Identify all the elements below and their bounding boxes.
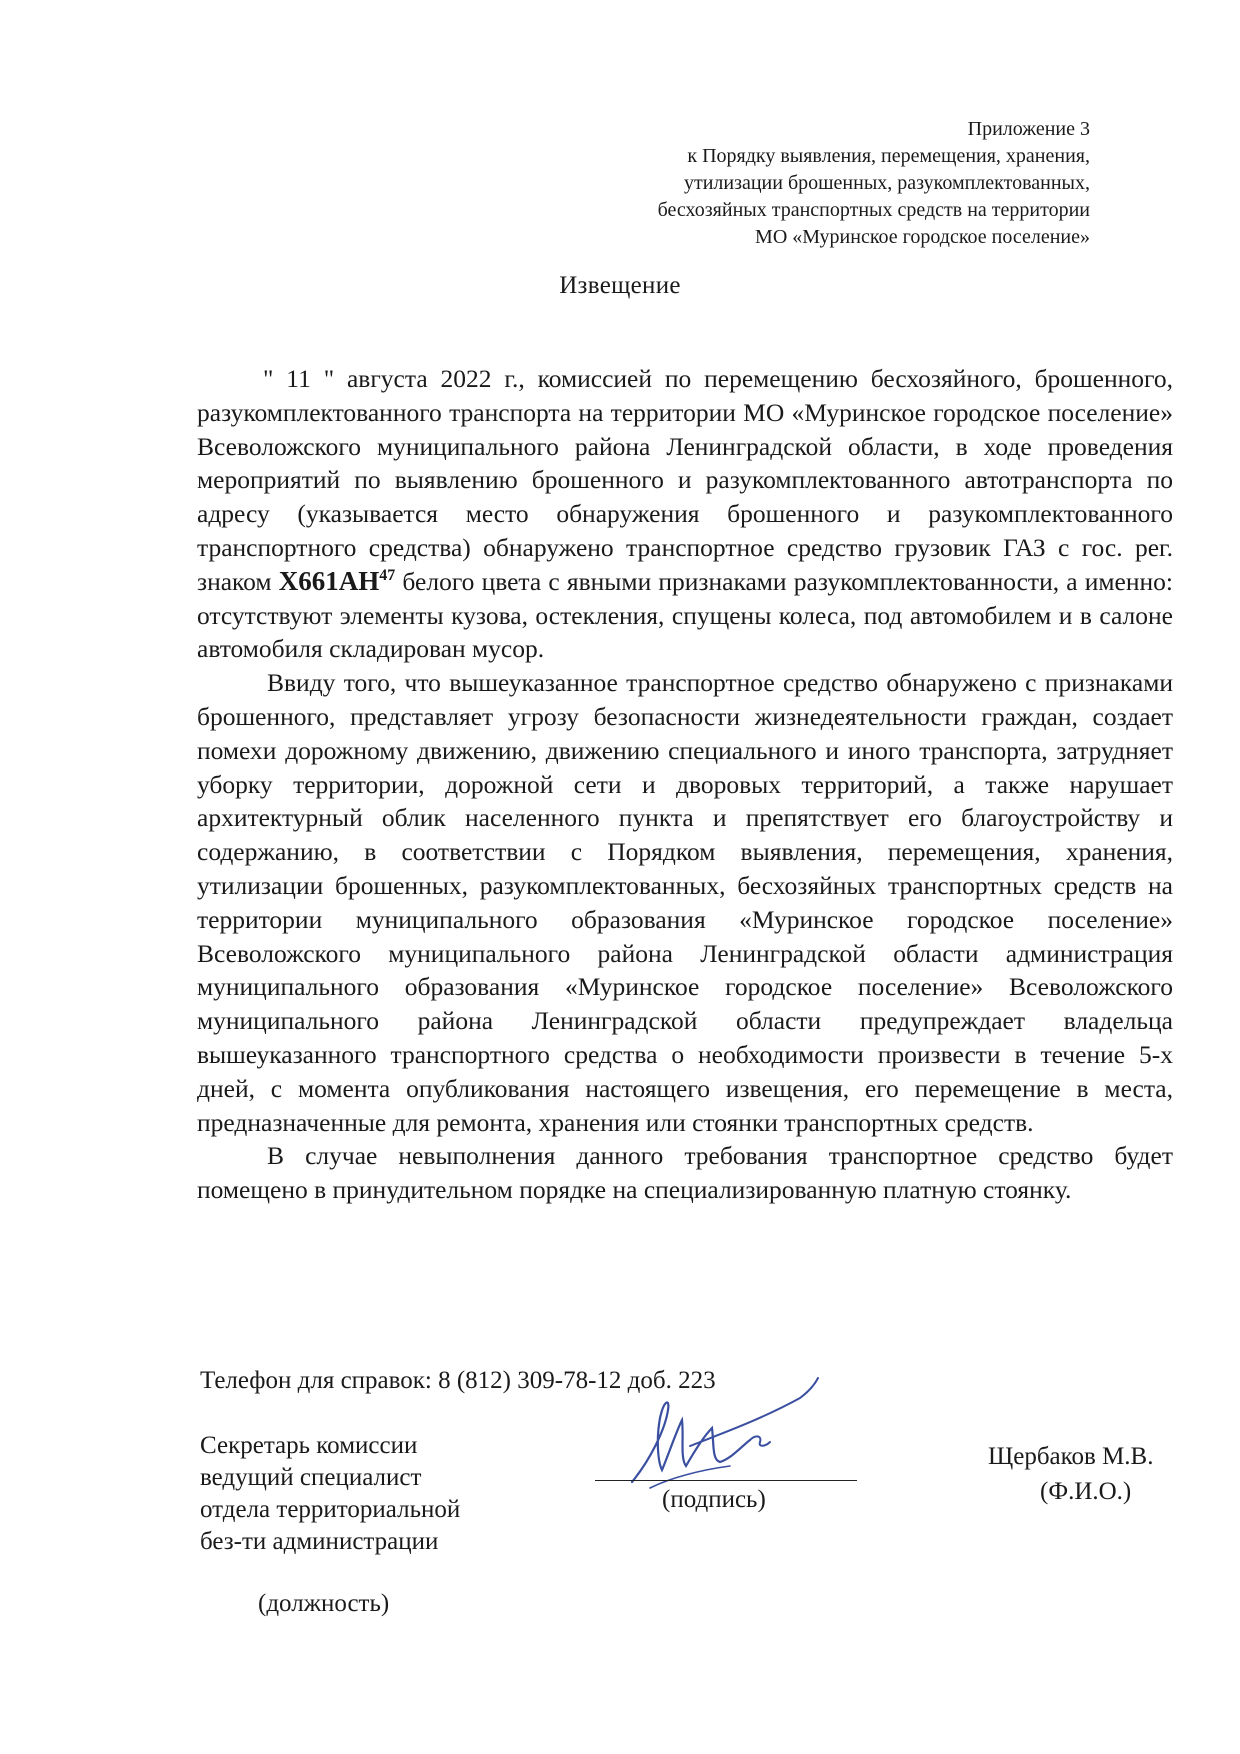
paragraph-2: Ввиду того, что вышеуказанное транспортное средство обнаружено с признаками брошенного, представляет угрозу безопасности жизнедеятельности граждан, создает помехи дорожному движению, движению специального и иного транспорта, затрудняет уборку территории, дорожной сети и дворовых территорий, а также нарушает архитектурный облик населенного пункта и препятствует его благоустройству и содержанию, в соответствии с Порядком выявления, перемещения, хранения, утилизации брошенных, разукомплектованных, бесхозяйных транспортных средств на территории муниципального образования «Муринское городское поселение» Всеволожского муниципального района Ленинградской области администрация муниципального образования «Муринское городское поселение» Всеволожского муниципального района Ленинградской области предупреждает владельца вышеуказанного транспортного средства о необходимости произвести в течение 5-х дней, с момента опубликования настоящего извещения, его перемещение в места, предназначенные для ремонта, хранения или стоянки транспортных средств. xyxy=(197,668,1173,1137)
plate-region: 47 xyxy=(379,566,396,584)
position-line: отдела территориальной xyxy=(200,1496,461,1523)
appendix-header xyxy=(530,116,1090,251)
license-plate xyxy=(279,566,396,596)
appendix-line: к Порядку выявления, перемещения, хранения, xyxy=(687,145,1090,167)
name-caption: (Ф.И.О.) xyxy=(1040,1478,1132,1505)
appendix-line: бесхозяйных транспортных средств на территории xyxy=(657,199,1090,221)
document-title: Извещение xyxy=(559,272,681,299)
position-line: без-ти администрации xyxy=(200,1528,439,1555)
paragraph-3: В случае невыполнения данного требования транспортное средство будет помещено в принудительном порядке на специализированную платную стоянку. xyxy=(197,1141,1173,1205)
signature-line xyxy=(595,1480,857,1481)
paragraph-1 xyxy=(197,362,1173,666)
paragraph-1-text-a: комиссией по перемещению бесхозяйного, брошенного, разукомплектованного транспорта на территории МО «Муринское городское поселение» Всеволожского муниципального района Ленинградской области, в ходе проведения мероприятий по выявлению брошенного и разукомплектованного автотранспорта по адресу (указывается место обнаружения брошенного и разукомплектованного транспортного средства) обнаружено транспортное средство грузовик ГАЗ с гос. рег. знаком xyxy=(197,364,1173,596)
document-body xyxy=(197,362,1173,1207)
reference-phone: Телефон для справок: 8 (812) 309-78-12 доб. 223 xyxy=(200,1367,716,1394)
signature-caption: (подпись) xyxy=(662,1486,766,1513)
position-caption: (должность) xyxy=(258,1590,390,1617)
signer-name: Щербаков М.В. xyxy=(988,1443,1154,1470)
position-line: ведущий специалист xyxy=(200,1464,422,1491)
appendix-line: утилизации брошенных, разукомплектованных, xyxy=(683,172,1090,194)
appendix-line: Приложение 3 xyxy=(967,118,1090,140)
signer-position xyxy=(200,1430,520,1558)
appendix-line: МО «Муринское городское поселение» xyxy=(755,226,1090,248)
notice-date: " 11 " августа 2022 г., xyxy=(263,364,525,393)
position-line: Секретарь комиссии xyxy=(200,1432,418,1459)
plate-number: Х661АН xyxy=(278,565,380,596)
paragraph-1-text-b: белого цвета с явными признаками разукомплектованности, а именно: отсутствуют элементы кузова, остекления, спущены колеса, под автомобилем и в салоне автомобиля складирован мусор. xyxy=(197,566,1173,664)
